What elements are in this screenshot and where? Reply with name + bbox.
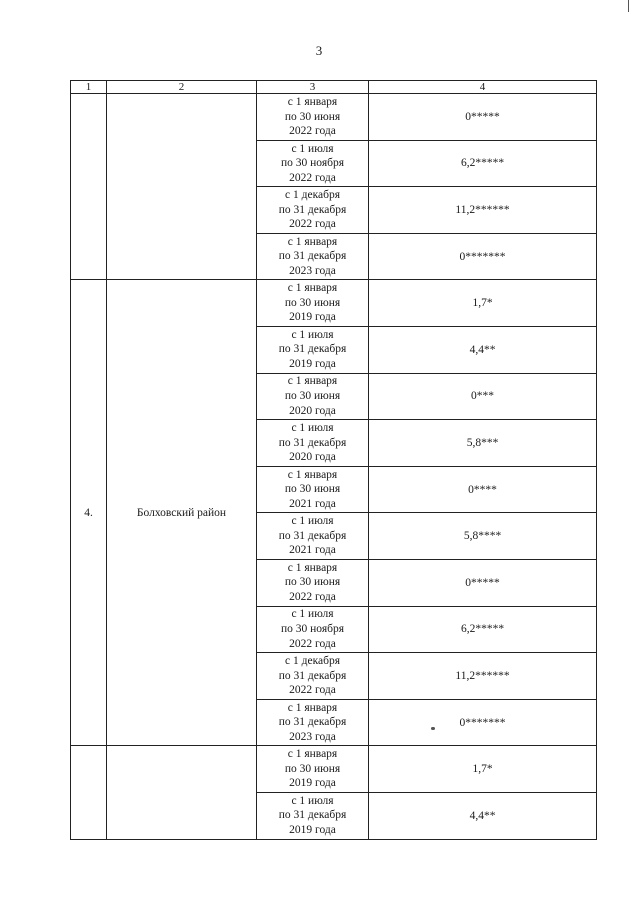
period-cell <box>257 280 369 327</box>
header-cell-1: 1 <box>71 81 107 94</box>
period-line: с 1 января <box>287 701 338 714</box>
period-cell <box>257 466 369 513</box>
period-cell <box>257 699 369 746</box>
row-number-cell <box>71 94 107 280</box>
period-cell <box>257 140 369 187</box>
period-line: по 31 декабря <box>278 250 347 263</box>
district-cell <box>107 94 257 280</box>
value-cell: 5,8**** <box>369 513 597 560</box>
period-line: с 1 июля <box>291 608 334 621</box>
value-cell: 11,2****** <box>369 653 597 700</box>
period-line: по 30 июня <box>284 762 341 775</box>
district-cell <box>107 746 257 839</box>
period-line: по 30 июня <box>284 296 341 309</box>
table-row <box>71 94 597 141</box>
period-line: с 1 января <box>287 748 338 761</box>
period-line: по 31 декабря <box>278 343 347 356</box>
period-line: по 30 июня <box>284 390 341 403</box>
header-cell-2: 2 <box>107 81 257 94</box>
header-row <box>71 81 597 94</box>
period-line: 2020 года <box>289 404 336 417</box>
period-cell <box>257 94 369 141</box>
period-line: по 30 ноября <box>280 623 345 636</box>
value-cell: 0******* <box>369 699 597 746</box>
district-cell: Болховский район <box>107 280 257 746</box>
value-cell: 11,2****** <box>369 187 597 234</box>
row-number-cell <box>71 746 107 839</box>
value-cell: 4,4** <box>369 792 597 839</box>
period-line: 2021 года <box>289 497 336 510</box>
period-cell <box>257 373 369 420</box>
table-body <box>71 81 597 840</box>
period-line: с 1 января <box>287 468 338 481</box>
tariff-table <box>70 80 597 840</box>
period-line: 2022 года <box>289 171 336 184</box>
value-cell: 1,7* <box>369 746 597 793</box>
period-cell <box>257 792 369 839</box>
table-row <box>71 746 597 793</box>
period-line: с 1 июля <box>291 142 334 155</box>
period-line: с 1 января <box>287 375 338 388</box>
period-line: 2019 года <box>289 358 336 371</box>
period-cell <box>257 233 369 280</box>
period-line: по 31 декабря <box>278 716 347 729</box>
period-line: по 30 июня <box>284 483 341 496</box>
value-cell: 6,2***** <box>369 606 597 653</box>
row-number-cell: 4. <box>71 280 107 746</box>
period-cell <box>257 420 369 467</box>
period-line: с 1 декабря <box>285 655 340 668</box>
period-line: 2019 года <box>289 311 336 324</box>
value-cell: 1,7* <box>369 280 597 327</box>
period-line: по 31 декабря <box>278 669 347 682</box>
period-cell <box>257 513 369 560</box>
value-cell: 0******* <box>369 233 597 280</box>
period-line: с 1 января <box>287 282 338 295</box>
value-cell: 0***** <box>369 94 597 141</box>
period-cell <box>257 746 369 793</box>
period-line: с 1 декабря <box>285 189 340 202</box>
period-line: 2022 года <box>289 125 336 138</box>
scan-mark <box>431 727 435 730</box>
header-cell-3: 3 <box>257 81 369 94</box>
value-cell: 0*** <box>369 373 597 420</box>
table-row <box>71 280 597 327</box>
period-line: 2023 года <box>289 730 336 743</box>
page-number: 3 <box>315 43 323 58</box>
period-line: 2022 года <box>289 591 336 604</box>
period-cell <box>257 187 369 234</box>
period-line: 2022 года <box>289 684 336 697</box>
period-line: по 31 декабря <box>278 436 347 449</box>
period-line: с 1 января <box>287 561 338 574</box>
period-line: 2020 года <box>289 451 336 464</box>
value-cell: 4,4** <box>369 326 597 373</box>
period-line: с 1 июля <box>291 422 334 435</box>
period-line: с 1 января <box>287 235 338 248</box>
period-line: 2022 года <box>289 218 336 231</box>
value-cell: 6,2***** <box>369 140 597 187</box>
period-line: 2021 года <box>289 544 336 557</box>
period-cell <box>257 326 369 373</box>
period-cell <box>257 606 369 653</box>
period-line: по 30 ноября <box>280 157 345 170</box>
header-cell-4: 4 <box>369 81 597 94</box>
period-line: 2019 года <box>289 824 336 836</box>
period-cell <box>257 559 369 606</box>
period-line: 2023 года <box>289 264 336 277</box>
period-line: по 31 декабря <box>278 529 347 542</box>
value-cell: 5,8*** <box>369 420 597 467</box>
period-line: по 31 декабря <box>278 203 347 216</box>
period-line: 2022 года <box>289 637 336 650</box>
period-line: по 31 декабря <box>278 809 347 822</box>
period-line: с 1 января <box>287 95 338 108</box>
period-line: с 1 июля <box>291 794 334 807</box>
period-cell <box>257 653 369 700</box>
period-line: по 30 июня <box>284 576 341 589</box>
period-line: по 30 июня <box>284 110 341 123</box>
period-line: 2019 года <box>289 777 336 790</box>
period-line: с 1 июля <box>291 328 334 341</box>
value-cell: 0**** <box>369 466 597 513</box>
value-cell: 0***** <box>369 559 597 606</box>
period-line: с 1 июля <box>291 515 334 528</box>
scan-mark <box>628 0 629 12</box>
